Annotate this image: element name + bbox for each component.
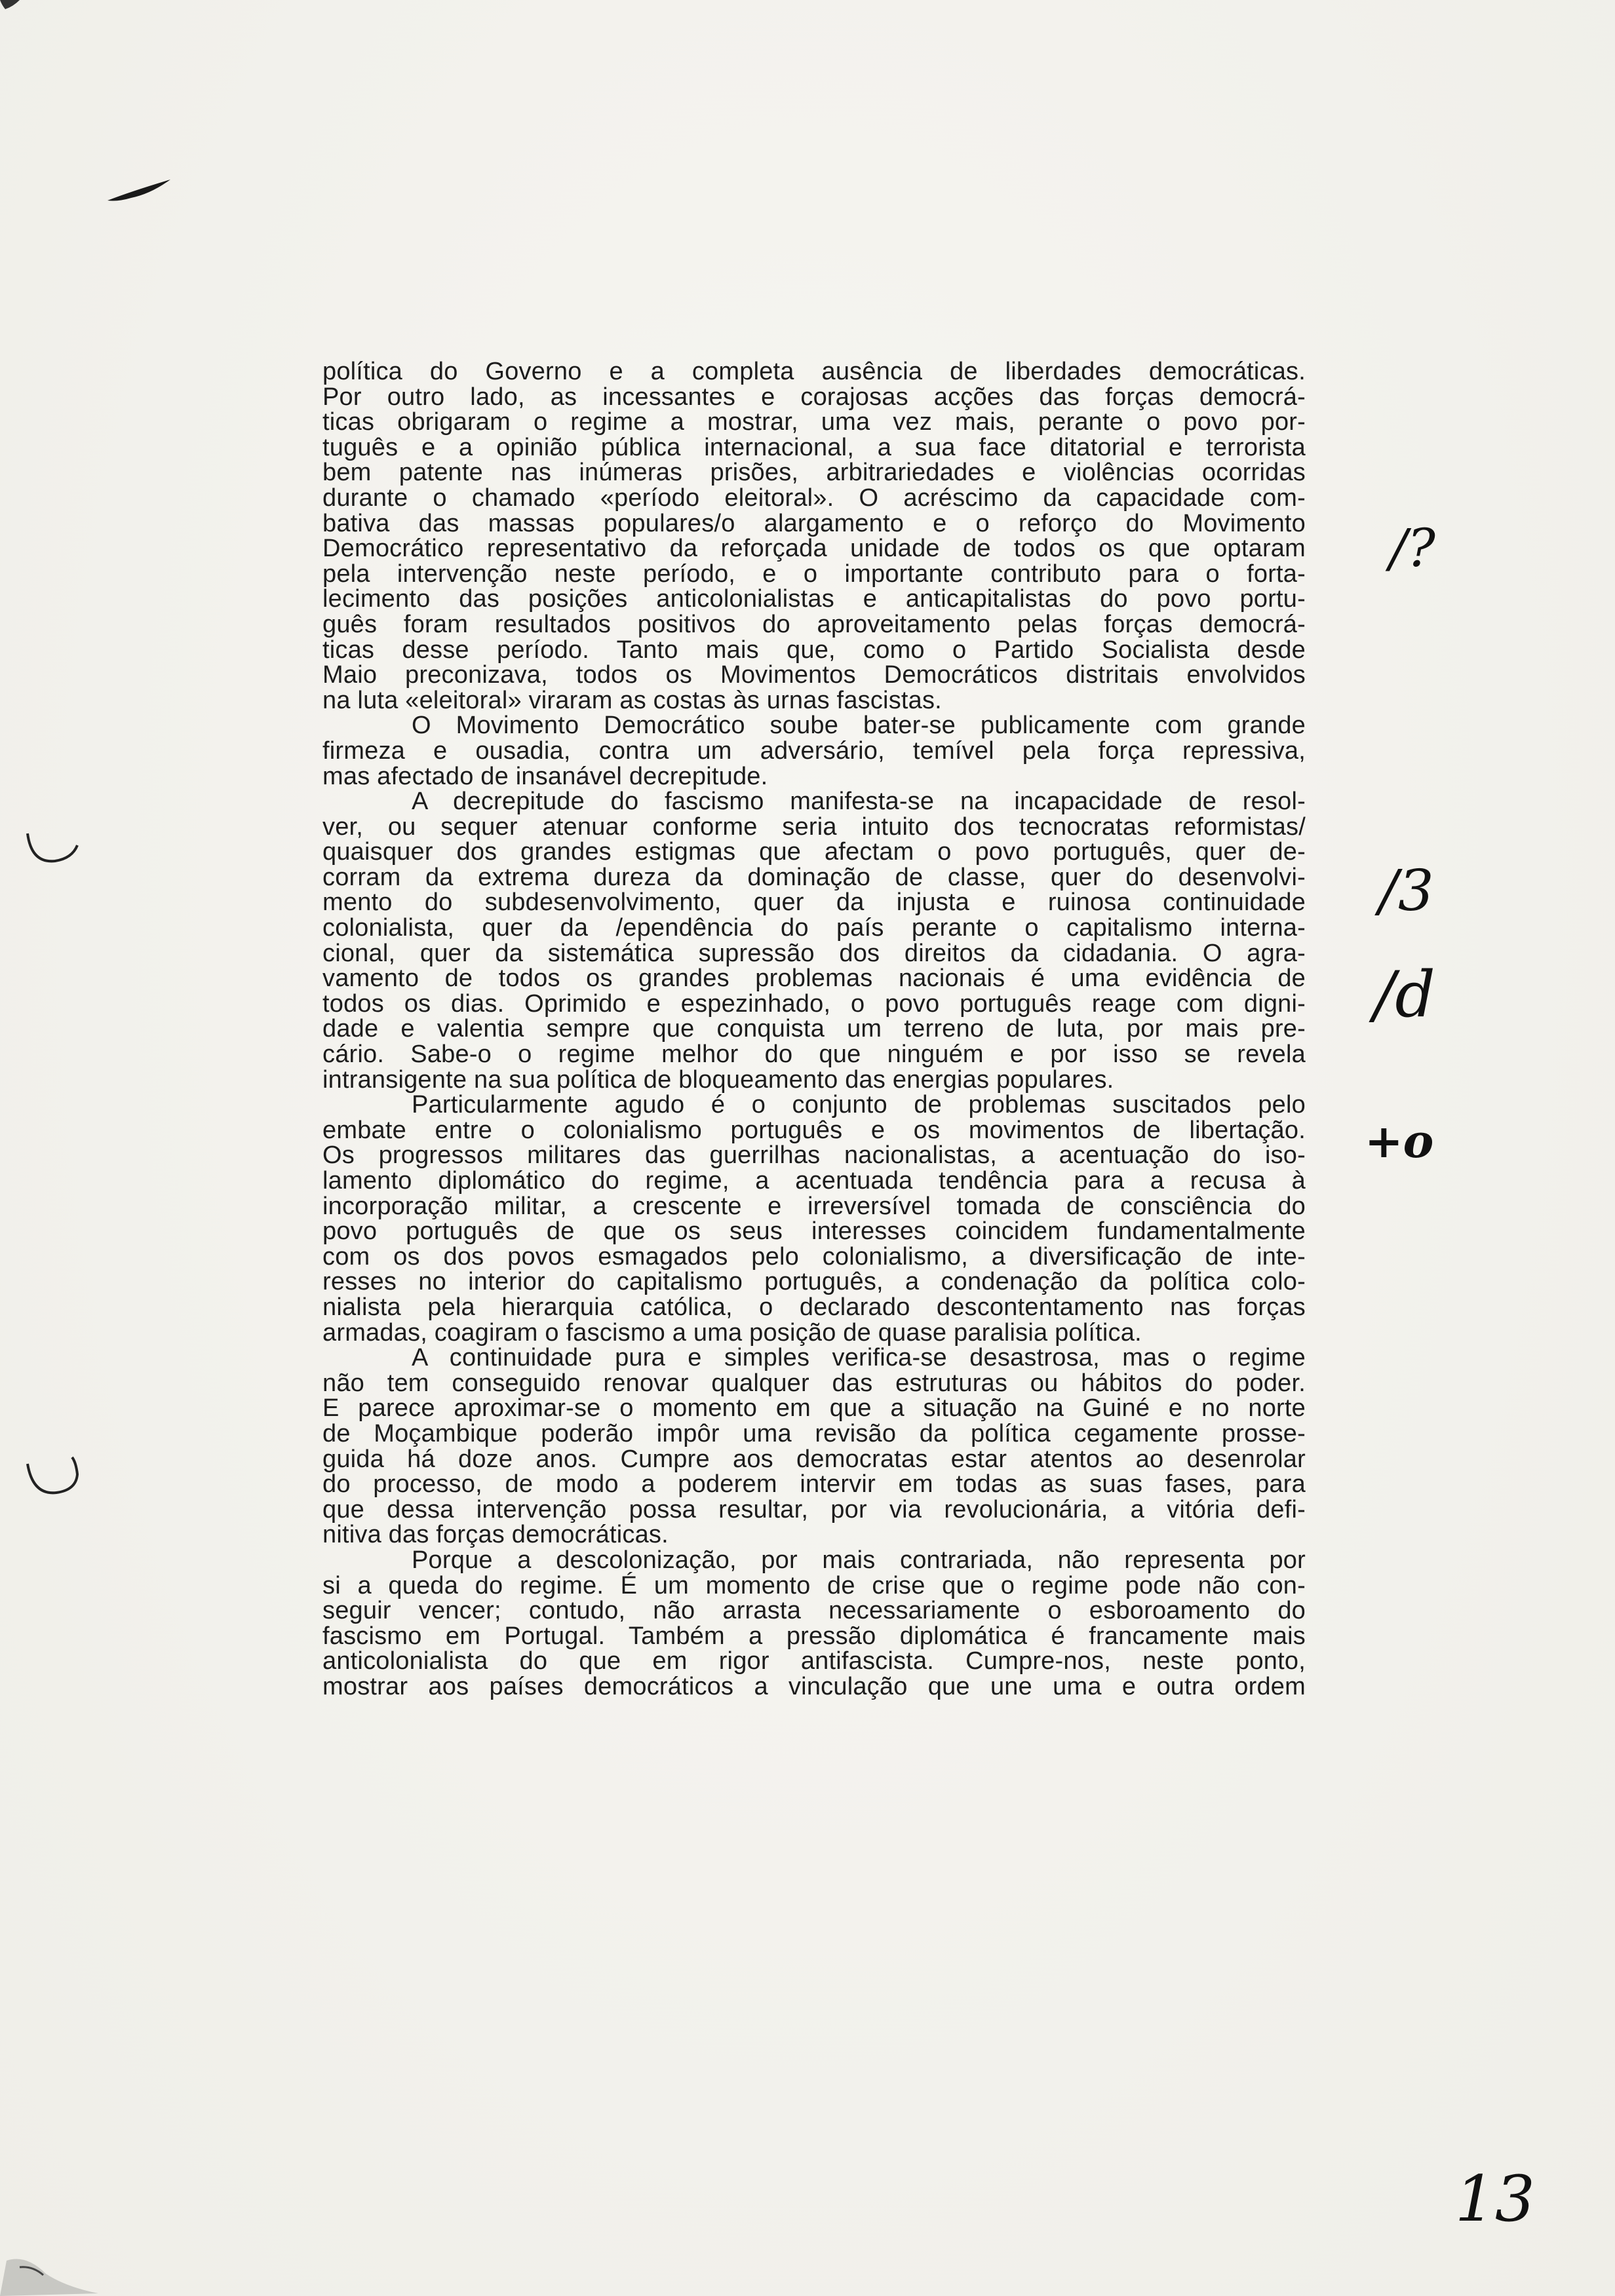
- punch-hole-bottom: [24, 1452, 83, 1504]
- text-line: resses no interior do capitalismo português, a condenação da política colo-: [322, 1268, 1306, 1296]
- text-line: de Moçambique poderão impôr uma revisão da política cegamente prosse-: [322, 1419, 1306, 1447]
- text-line: povo português de que os seus interesses coincidem fundamentalmente: [322, 1217, 1306, 1246]
- page-number: 13: [1454, 2162, 1535, 2236]
- text-line: tuguês e a opinião pública internacional, a sua face ditatorial e terrorista: [322, 433, 1306, 461]
- text-line: A decrepitude do fascismo manifesta-se na incapacidade de resol-: [412, 788, 1306, 816]
- document-body: [322, 359, 1306, 1699]
- text-line: vamento de todos os grandes problemas nacionais é uma evidência de: [322, 965, 1306, 993]
- text-line: Por outro lado, as incessantes e corajosas acções das forças democrá-: [322, 383, 1306, 411]
- text-line: incorporação militar, a crescente e irreversível tomada de consciência do: [322, 1192, 1306, 1220]
- corner-smudge-bottom: [0, 2241, 105, 2296]
- text-line: Maio preconizava, todos os Movimentos Democráticos distritais envolvidos: [322, 661, 1306, 689]
- text-line: guês foram resultados positivos do aproveitamento pelas forças democrá-: [322, 610, 1306, 638]
- text-line: O Movimento Democrático soube bater-se publicamente com grande: [412, 712, 1306, 740]
- text-line: política do Governo e a completa ausência de liberdades democráticas.: [322, 358, 1306, 385]
- text-line: cional, quer da sistemática supressão dos direitos da cidadania. O agra-: [322, 939, 1306, 967]
- ink-smudge: [105, 172, 177, 211]
- margin-note-3: /d: [1374, 958, 1435, 1031]
- text-line: lamento diplomático do regime, a acentuada tendência para a recusa à: [322, 1167, 1306, 1195]
- text-line: colonialista, quer da /ependência do país perante o capitalismo interna-: [322, 914, 1306, 942]
- punch-hole-top: [24, 827, 83, 873]
- text-line: Democrático representativo da reforçada unidade de todos os que optaram: [322, 535, 1306, 563]
- text-line: mas afectado de insanável decrepitude.: [322, 762, 768, 790]
- text-line: todos os dias. Oprimido e espezinhado, o povo português reage com digni-: [322, 989, 1306, 1018]
- text-line: intransigente na sua política de bloqueamento das energias populares.: [322, 1065, 1114, 1094]
- text-line: fascismo em Portugal. Também a pressão diplomática é francamente mais: [322, 1622, 1306, 1650]
- margin-note-2: /3: [1379, 858, 1434, 924]
- text-line: bem patente nas inúmeras prisões, arbitrariedades e violências ocorridas: [322, 459, 1306, 487]
- text-line: guida há doze anos. Cumpre aos democratas estar atentos ao desenrolar: [322, 1445, 1306, 1473]
- text-line: lecimento das posições anticolonialistas e anticapitalistas do povo portu-: [322, 585, 1306, 613]
- text-line: durante o chamado «período eleitoral». O acréscimo da capacidade com-: [322, 484, 1306, 512]
- text-line: pela intervenção neste período, e o importante contributo para o forta-: [322, 560, 1306, 588]
- margin-note-1: /?: [1390, 518, 1435, 579]
- text-line: do processo, de modo a poderem intervir em todas as suas fases, para: [322, 1470, 1306, 1499]
- text-line: Porque a descolonização, por mais contrariada, não representa por: [412, 1546, 1306, 1574]
- text-line: mento do subdesenvolvimento, quer da injusta e ruinosa continuidade: [322, 889, 1306, 917]
- text-line: armadas, coagiram o fascismo a uma posição de quase paralisia política.: [322, 1318, 1142, 1347]
- text-line: mostrar aos países democráticos a vinculação que une uma e outra ordem: [322, 1672, 1306, 1700]
- text-line: corram da extrema dureza da dominação de classe, quer do desenvolvi-: [322, 863, 1306, 891]
- text-line: na luta «eleitoral» viraram as costas às urnas fascistas.: [322, 686, 942, 714]
- text-line: nitiva das forças democráticas.: [322, 1521, 669, 1549]
- text-line: ticas desse período. Tanto mais que, como o Partido Socialista desde: [322, 636, 1306, 664]
- text-line: ver, ou sequer atenuar conforme seria intuito dos tecnocratas reformistas/: [322, 813, 1306, 841]
- text-line: que dessa intervenção possa resultar, por via revolucionária, a vitória defi-: [322, 1495, 1306, 1523]
- text-line: nialista pela hierarquia católica, o declarado descontentamento nas forças: [322, 1293, 1306, 1321]
- text-line: quaisquer dos grandes estigmas que afectam o povo português, quer de-: [322, 838, 1306, 866]
- text-line: Os progressos militares das guerrilhas nacionalistas, a acentuação do iso-: [322, 1141, 1306, 1170]
- text-line: cário. Sabe-o o regime melhor do que ninguém e por isso se revela: [322, 1041, 1306, 1069]
- text-line: Particularmente agudo é o conjunto de problemas suscitados pelo: [412, 1091, 1306, 1119]
- text-line: E parece aproximar-se o momento em que a situação na Guiné e no norte: [322, 1394, 1306, 1423]
- text-line: dade e valentia sempre que conquista um terreno de luta, por mais pre-: [322, 1015, 1306, 1043]
- text-line: anticolonialista do que em rigor antifascista. Cumpre-nos, neste ponto,: [322, 1647, 1306, 1675]
- text-line: A continuidade pura e simples verifica-se desastrosa, mas o regime: [412, 1344, 1306, 1372]
- margin-note-4: +o: [1365, 1114, 1434, 1168]
- text-line: si a queda do regime. É um momento de crise que o regime pode não con-: [322, 1571, 1306, 1599]
- text-line: embate entre o colonialismo português e os movimentos de libertação.: [322, 1116, 1306, 1144]
- text-line: com os dos povos esmagados pelo colonialismo, a diversificação de inte-: [322, 1242, 1306, 1271]
- text-line: firmeza e ousadia, contra um adversário, temível pela força repressiva,: [322, 737, 1306, 765]
- text-line: ticas obrigaram o regime a mostrar, uma vez mais, perante o povo por-: [322, 408, 1306, 436]
- corner-smudge-top: [0, 0, 52, 26]
- text-line: seguir vencer; contudo, não arrasta necessariamente o esboroamento do: [322, 1597, 1306, 1625]
- text-line: não tem conseguido renovar qualquer das estruturas ou hábitos do poder.: [322, 1369, 1306, 1397]
- text-line: bativa das massas populares/o alargamento e o reforço do Movimento: [322, 509, 1306, 537]
